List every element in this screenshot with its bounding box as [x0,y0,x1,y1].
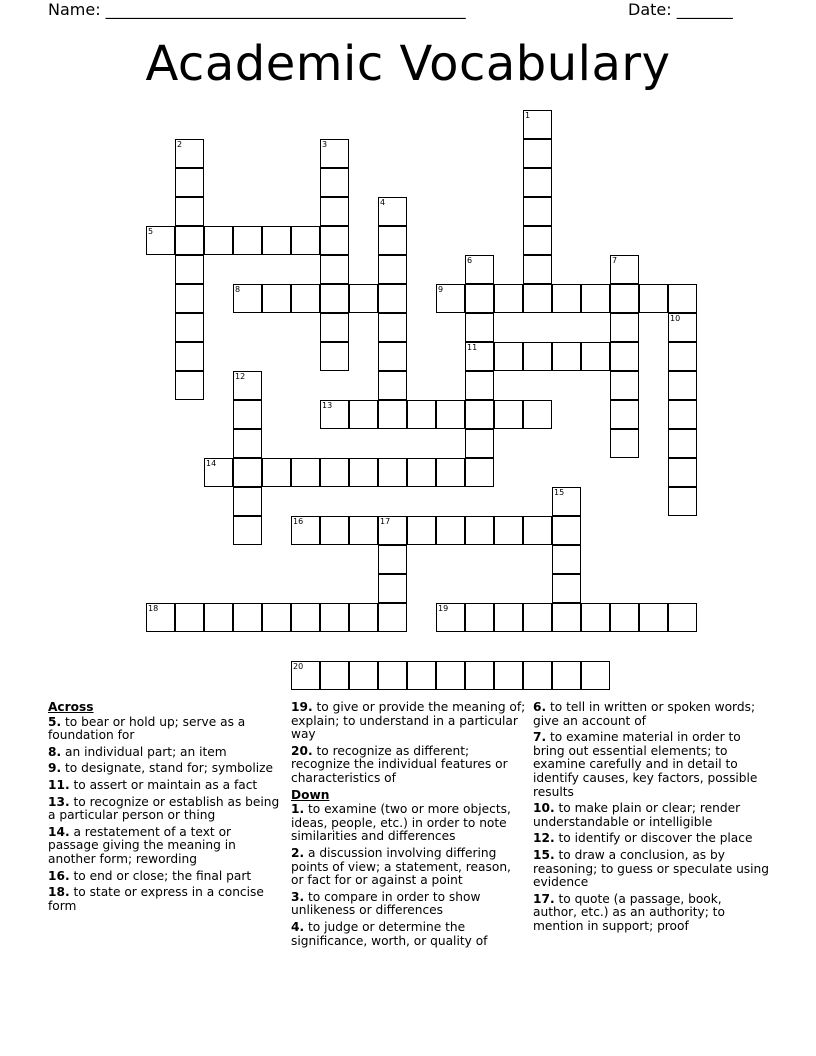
clue-item-text: to identify or discover the place [554,831,753,846]
clue-item [291,803,527,844]
clue-number: 15 [554,488,565,497]
clue-item-number: 7. [533,730,547,745]
grid-cell[interactable] [465,371,494,400]
down-clue-list-continued [533,701,769,934]
grid-cell[interactable] [436,603,465,632]
clue-item [533,802,769,829]
clue-item-number: 16. [48,868,70,883]
grid-cell[interactable] [552,661,581,690]
clue-item-text: to bear or hold up; serve as a foundation for [48,714,246,743]
grid-cell[interactable] [407,661,436,690]
grid-cell[interactable] [233,429,262,458]
grid-cell[interactable] [320,661,349,690]
grid-cell[interactable] [378,400,407,429]
clue-item-number: 2. [291,845,305,860]
clue-item-number: 17. [533,891,555,906]
clue-item-number: 14. [48,824,70,839]
clue-item-number: 6. [533,700,547,714]
clue-number: 16 [293,517,304,526]
clue-item [48,826,284,867]
grid-cell[interactable] [552,516,581,545]
grid-cell[interactable] [175,197,204,226]
grid-cell[interactable] [320,168,349,197]
clue-item-number: 12. [533,831,555,846]
clue-number: 11 [467,343,478,352]
grid-cell[interactable] [233,400,262,429]
clue-item-text: to make plain or clear; render understandable or intelligible [533,801,741,829]
grid-cell[interactable] [581,603,610,632]
grid-cell[interactable] [552,487,581,516]
date-field[interactable]: Date: _______ [628,0,733,19]
grid-cell[interactable] [146,603,175,632]
clue-item [48,716,284,743]
grid-cell[interactable] [233,284,262,313]
grid-cell[interactable] [581,342,610,371]
clue-item-text: to give or provide the meaning of; explain; to understand in a particular way [291,700,526,742]
clue-number: 2 [177,140,183,149]
clue-item-number: 3. [291,889,305,904]
grid-cell[interactable] [175,313,204,342]
grid-cell[interactable] [465,516,494,545]
grid-cell[interactable] [233,371,262,400]
grid-cell[interactable] [523,197,552,226]
grid-cell[interactable] [378,545,407,574]
grid-cell[interactable] [233,226,262,255]
clue-item [533,701,769,728]
grid-cell[interactable] [668,313,697,342]
clue-number: 10 [670,314,681,323]
clue-number: 3 [322,140,328,149]
grid-cell[interactable] [668,371,697,400]
grid-cell[interactable] [465,458,494,487]
grid-cell[interactable] [320,226,349,255]
grid-cell[interactable] [233,516,262,545]
grid-cell[interactable] [175,603,204,632]
grid-cell[interactable] [378,342,407,371]
clue-number: 18 [148,604,159,613]
grid-cell[interactable] [291,603,320,632]
grid-cell[interactable] [146,226,175,255]
grid-cell[interactable] [523,342,552,371]
clue-item-text: to examine material in order to bring out essential elements; to examine carefully and in detail to identify causes, key factors, possible results [533,730,758,799]
grid-cell[interactable] [320,342,349,371]
clue-item-number: 9. [48,761,62,776]
grid-cell[interactable] [436,661,465,690]
grid-cell[interactable] [639,284,668,313]
clue-item [291,701,527,742]
grid-cell[interactable] [610,400,639,429]
grid-cell[interactable] [668,458,697,487]
grid-cell[interactable] [320,255,349,284]
grid-cell[interactable] [407,400,436,429]
clue-number: 12 [235,372,246,381]
grid-cell[interactable] [320,313,349,342]
clue-item-text: to end or close; the final part [69,868,252,883]
grid-cell[interactable] [320,516,349,545]
grid-cell[interactable] [668,342,697,371]
grid-cell[interactable] [407,516,436,545]
across-heading: Across [48,700,94,714]
grid-cell[interactable] [175,284,204,313]
clue-item [48,796,284,823]
grid-cell[interactable] [610,284,639,313]
grid-cell[interactable] [349,458,378,487]
grid-cell[interactable] [523,226,552,255]
grid-cell[interactable] [610,313,639,342]
grid-cell[interactable] [668,400,697,429]
grid-cell[interactable] [204,603,233,632]
name-field[interactable]: Name: _____________________________________________ [48,0,466,19]
grid-cell[interactable] [610,603,639,632]
clue-item-text: a restatement of a text or passage giving the meaning in another form; rewording [48,824,236,866]
clue-item-number: 13. [48,794,70,809]
clue-number: 1 [525,111,531,120]
grid-cell[interactable] [262,226,291,255]
clue-number: 6 [467,256,473,265]
grid-cell[interactable] [436,516,465,545]
grid-cell[interactable] [175,226,204,255]
grid-cell[interactable] [552,545,581,574]
grid-cell[interactable] [610,371,639,400]
grid-cell[interactable] [494,342,523,371]
clue-number: 9 [438,285,444,294]
grid-cell[interactable] [349,661,378,690]
grid-cell[interactable] [465,342,494,371]
grid-cell[interactable] [378,458,407,487]
grid-cell[interactable] [523,110,552,139]
clue-item-number: 1. [291,802,305,817]
grid-cell[interactable] [349,400,378,429]
grid-cell[interactable] [378,574,407,603]
grid-cell[interactable] [465,313,494,342]
grid-cell[interactable] [465,661,494,690]
grid-cell[interactable] [262,458,291,487]
grid-cell[interactable] [523,400,552,429]
clue-number: 5 [148,227,154,236]
clue-item-number: 10. [533,801,555,816]
clue-number: 14 [206,459,217,468]
grid-cell[interactable] [552,574,581,603]
clue-item [533,832,769,846]
grid-cell[interactable] [668,284,697,313]
grid-cell[interactable] [320,139,349,168]
clue-number: 4 [380,198,386,207]
grid-cell[interactable] [204,226,233,255]
clue-item [48,762,284,776]
grid-cell[interactable] [175,139,204,168]
clue-item [291,891,527,918]
clue-column-1 [48,701,284,916]
grid-cell[interactable] [320,458,349,487]
clue-column-2 [291,701,527,951]
grid-cell[interactable] [349,516,378,545]
clue-item-number: 8. [48,744,62,759]
clue-item-number: 15. [533,847,555,862]
clue-number: 17 [380,517,391,526]
grid-cell[interactable] [291,458,320,487]
grid-cell[interactable] [494,400,523,429]
grid-cell[interactable] [523,661,552,690]
grid-cell[interactable] [175,168,204,197]
across-clue-list [48,716,284,914]
clue-item [533,849,769,890]
grid-cell[interactable] [523,139,552,168]
clue-item-text: to tell in written or spoken words; give an account of [533,700,756,728]
clue-item [291,745,527,786]
grid-cell[interactable] [494,284,523,313]
grid-cell[interactable] [523,168,552,197]
clue-item-number: 19. [291,700,313,714]
clue-number: 8 [235,285,241,294]
clue-item-text: to designate, stand for; symbolize [61,761,273,776]
grid-cell[interactable] [610,342,639,371]
clue-number: 7 [612,256,618,265]
grid-cell[interactable] [465,255,494,284]
grid-cell[interactable] [320,603,349,632]
clue-item-text: to examine (two or more objects, ideas, people, etc.) in order to note similarities and differences [291,802,511,844]
grid-cell[interactable] [378,255,407,284]
grid-cell[interactable] [320,197,349,226]
down-clue-list [291,803,527,948]
clue-item-text: to compare in order to show unlikeness or differences [291,889,481,918]
clue-item-number: 4. [291,919,305,934]
grid-cell[interactable] [291,516,320,545]
clue-item-text: to draw a conclusion, as by reasoning; to guess or speculate using evidence [533,847,769,890]
grid-cell[interactable] [523,516,552,545]
grid-cell[interactable] [552,284,581,313]
grid-cell[interactable] [378,371,407,400]
clue-number: 13 [322,401,333,410]
grid-cell[interactable] [523,284,552,313]
grid-cell[interactable] [204,458,233,487]
grid-cell[interactable] [349,603,378,632]
grid-cell[interactable] [262,603,291,632]
grid-cell[interactable] [465,603,494,632]
grid-cell[interactable] [378,516,407,545]
grid-cell[interactable] [581,284,610,313]
grid-cell[interactable] [436,284,465,313]
clue-column-3 [533,701,769,937]
clue-item [533,731,769,799]
clue-number: 20 [293,662,304,671]
clue-number: 19 [438,604,449,613]
grid-cell[interactable] [378,313,407,342]
clue-item-text: to judge or determine the significance, worth, or quality of [291,919,488,948]
clue-item-number: 20. [291,743,313,758]
grid-cell[interactable] [233,487,262,516]
grid-cell[interactable] [175,371,204,400]
clue-item [291,847,527,888]
grid-cell[interactable] [378,226,407,255]
grid-cell[interactable] [262,284,291,313]
clue-item-text: to assert or maintain as a fact [69,777,258,792]
grid-cell[interactable] [552,603,581,632]
grid-cell[interactable] [291,661,320,690]
down-heading: Down [291,787,330,802]
clue-item-text: a discussion involving differing points of view; a statement, reason, or fact for or against a point [291,845,511,888]
clue-item-text: to state or express in a concise form [48,885,264,913]
grid-cell[interactable] [639,603,668,632]
grid-cell[interactable] [581,661,610,690]
grid-cell[interactable] [378,197,407,226]
clue-item [291,921,527,948]
clue-item [48,870,284,884]
clue-item-text: to recognize or establish as being a particular person or thing [48,794,280,823]
grid-cell[interactable] [465,284,494,313]
grid-cell[interactable] [320,284,349,313]
grid-cell[interactable] [465,429,494,458]
grid-cell[interactable] [175,342,204,371]
grid-cell[interactable] [349,284,378,313]
grid-cell[interactable] [494,603,523,632]
grid-cell[interactable] [494,661,523,690]
clue-item-text: an individual part; an item [61,744,227,759]
grid-cell[interactable] [378,603,407,632]
grid-cell[interactable] [436,458,465,487]
grid-cell[interactable] [552,342,581,371]
clue-item-text: to quote (a passage, book, author, etc.) as an authority; to mention in support; proof [533,891,725,933]
clue-item-text: to recognize as different; recognize the individual features or characteristics of [291,743,508,785]
page-title: Academic Vocabulary [145,36,671,92]
grid-cell[interactable] [465,400,494,429]
clue-item [48,746,284,760]
grid-cell[interactable] [291,284,320,313]
clue-item [533,893,769,934]
grid-cell[interactable] [610,255,639,284]
across-clue-list-continued [291,701,527,786]
grid-cell[interactable] [610,429,639,458]
grid-cell[interactable] [320,400,349,429]
grid-cell[interactable] [668,603,697,632]
clue-item [48,779,284,793]
grid-cell[interactable] [668,429,697,458]
grid-cell[interactable] [378,661,407,690]
clue-item-number: 11. [48,777,70,792]
grid-cell[interactable] [494,516,523,545]
grid-cell[interactable] [291,226,320,255]
grid-cell[interactable] [233,603,262,632]
grid-cell[interactable] [523,603,552,632]
grid-cell[interactable] [233,458,262,487]
clue-item-number: 5. [48,714,62,729]
grid-cell[interactable] [668,487,697,516]
clue-item [48,886,284,913]
grid-cell[interactable] [407,458,436,487]
clue-item-number: 18. [48,885,70,900]
grid-cell[interactable] [523,255,552,284]
grid-cell[interactable] [175,255,204,284]
grid-cell[interactable] [436,400,465,429]
grid-cell[interactable] [378,284,407,313]
